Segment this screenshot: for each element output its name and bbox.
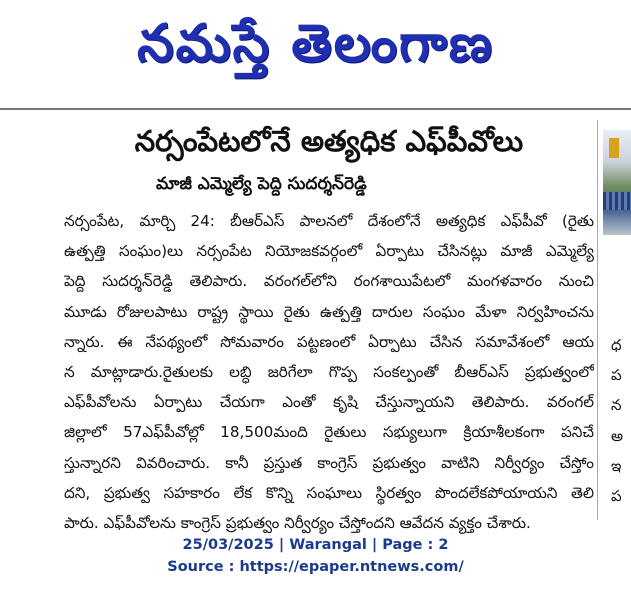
article-line: మూడు రోజులపాటు రాష్ట్ర స్థాయి రైతు ఉత్పత్తి దారుల సంఘం మేళా నిర్వహించను xyxy=(64,302,594,321)
adjacent-text-fragment: ప xyxy=(611,366,622,385)
adjacent-text-fragment: ఇ xyxy=(611,456,622,475)
adjacent-text-fragment: అ xyxy=(611,426,624,445)
masthead-divider xyxy=(0,108,631,110)
newspaper-logo: నమస్తే తెలంగాణ xyxy=(137,13,494,74)
article-line: న మాట్లాడారు.రైతులకు లబ్ధి జరిగేలా గొప్ప సంకల్పంతో బీఆర్‌ఎస్ ప్రభుత్వంలో xyxy=(64,362,594,381)
article-line: దని, ప్రభుత్వ సహకారం లేక కొన్ని సంఘాలు స్థిరత్వం పొందలేకపోయాయని తెలి xyxy=(64,483,594,502)
article-line: జిల్లాలో 57ఎఫ్‌పీవోల్లో 18,500మంది రైతులు సభ్యులుగా క్రియాశీలకంగా పనిచే xyxy=(64,423,594,442)
photo-flag-shape xyxy=(609,138,619,158)
article-line: ఉత్పత్తి సంఘం)లు నర్సంపేట నియోజకవర్గంలో ఏర్పాటు చేసినట్లు మాజీ ఎమ్మెల్యే xyxy=(64,242,594,261)
adjacent-text-fragment: ధ xyxy=(611,336,622,354)
adjacent-text-fragment: న xyxy=(611,396,622,415)
article-line: న్నారు. ఈ నేపథ్యంలో సోమవారం పట్టణంలో ఏర్పాటు చేసిన సమావేశంలో ఆయ xyxy=(64,332,594,351)
photo-crowd-shape xyxy=(603,192,631,210)
clipping-footer xyxy=(0,534,631,578)
article-byline: మాజీ ఎమ్మెల్యే పెద్ది సుదర్శన్‌రెడ్డి xyxy=(156,174,367,194)
article-line: ఎఫ్‌పీవోలను ఏర్పాటు చేయగా ఎంతో కృషి చేస్తున్నాయని తెలిపారు. వరంగల్ xyxy=(64,393,594,412)
article-line: నర్సంపేట, మార్చి 24: బీఆర్‌ఎస్ పాలనలో దేశంలోనే అత్యధిక ఎఫ్‌పీవో (రైతు xyxy=(64,212,594,230)
news-article xyxy=(64,118,594,532)
article-line: పారు. ఎఫ్‌పీవోలను కాంగ్రెస్ ప్రభుత్వం నిర్వీర్యం చేస్తోందని ఆవేదన వ్యక్తం చేశారు. xyxy=(64,513,531,532)
masthead xyxy=(0,0,631,100)
column-rule xyxy=(597,120,598,520)
article-line: పెద్ది సుదర్శన్‌రెడ్డి తెలిపారు. వరంగల్‌లోని రంగశాయిపేటలో మంగళవారం నుంచి xyxy=(64,272,594,291)
article-line: స్తున్నారని వివరించారు. కానీ ప్రస్తుత కాంగ్రెస్ ప్రభుత్వం వాటిని నిర్వీర్యం చేస్తోం xyxy=(64,453,594,472)
adjacent-article-photo xyxy=(603,130,631,235)
date-edition-line: 25/03/2025 | Warangal | Page : 2 xyxy=(182,537,449,553)
adjacent-article-text xyxy=(611,330,631,511)
article-body xyxy=(64,206,594,538)
source-line: Source : https://epaper.ntnews.com/ xyxy=(167,559,464,575)
article-headline: నర్సంపేటలోనే అత్యధిక ఎఫ్‌పీవోలు xyxy=(134,124,524,158)
adjacent-text-fragment: ప xyxy=(611,486,622,505)
